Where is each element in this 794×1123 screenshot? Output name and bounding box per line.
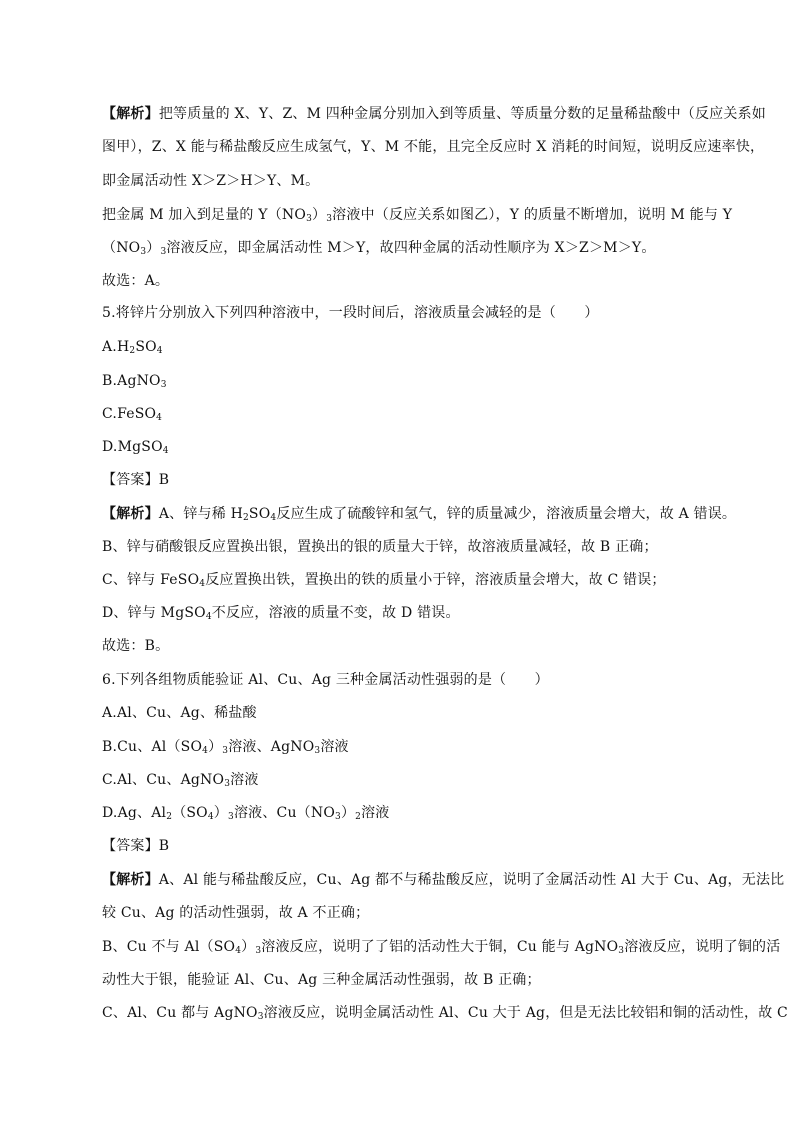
q5-analysis-d: D、锌与 MgSO$_4$不反应，溶液的质量不变，故 D 错误。 [102,605,460,622]
q6-option-d: D.Ag、$Al_2(SO_4)_3$溶液、$Cu(NO_3)_2$溶液 [102,805,390,822]
q5-option-c: C.FeSO$_4$ [102,406,163,423]
q5-analysis-a: 【解析】A、锌与稀 $H_2SO_4$反应生成了硫酸锌和氢气，锌的质量减少，溶液质量会增大，故 A 错误。 [102,506,737,523]
q5-choose: 故选：B。 [102,638,170,654]
q5-analysis-c: C、锌与 FeSO$_4$反应置换出铁，置换出的铁的质量小于锌，溶液质量会增大，故 C 错误； [102,572,666,589]
q5-option-d: D.MgSO$_4$ [102,439,169,456]
q5-answer: 【答案】B [102,472,170,488]
q5-analysis-b: B、锌与硝酸银反应置换出银，置换出的银的质量大于锌，故溶液质量减轻，故 B 正确； [102,539,658,555]
q6-option-a: A.Al、Cu、Ag、稀盐酸 [102,705,257,721]
q4-analysis-line-1: 【解析】把等质量的 X、Y、Z、M 四种金属分别加入到等质量、等质量分数的足量稀盐酸中（反应关系如 [102,106,766,122]
q5-stem: 5.将锌片分别放入下列四种溶液中，一段时间后，溶液质量会减轻的是（ ） [102,305,599,321]
q6-answer: 【答案】B [102,838,170,854]
q4-analysis-line-2: 图甲），Z、X 能与稀盐酸反应生成氢气，Y、M 不能，且完全反应时 X 消耗的时间短，说明反应速率快， [102,139,765,155]
q5-option-b: B.AgNO$_3$ [102,373,167,390]
q6-analysis-b-line-1: B、Cu 不与 $Al(SO_4)_3$溶液反应，说明了了铝的活动性大于铜，Cu 能与 AgNO$_3$溶液反应，说明了铜的活 [102,939,781,956]
q6-option-b: B.Cu、$Al(SO_4)_3$溶液、AgNO$_3$溶液 [102,739,349,756]
q4-analysis-line-4: 把金属 M 加入到足量的 $Y(NO_3)_3$溶液中（反应关系如图乙），Y 的质量不断增加，说明 M 能与 Y [102,207,733,224]
q6-analysis-b-line-2: 动性大于银，能验证 Al、Cu、Ag 三种金属活动性强弱，故 B 正确； [102,972,541,988]
q6-option-c: C.Al、Cu、AgNO$_3$溶液 [102,772,259,789]
q4-analysis-line-3: 即金属活动性 X＞Z＞H＞Y、M。 [102,173,320,189]
q6-stem: 6.下列各组物质能验证 Al、Cu、Ag 三种金属活动性强弱的是（ ） [102,672,549,688]
q4-analysis-line-5: $(NO_3)_3$溶液反应，即金属活动性 M＞Y，故四种金属的活动性顺序为 X＞Z＞M＞Y。 [102,240,656,257]
q6-analysis-a-line-1: 【解析】A、Al 能与稀盐酸反应，Cu、Ag 都不与稀盐酸反应，说明了金属活动性 Al 大于 Cu、Ag，无法比 [102,872,785,888]
q4-choose: 故选：A。 [102,273,170,289]
q5-option-a: $A.H_2SO_4$ [102,339,163,356]
q6-analysis-c-line-1: C、Al、Cu 都与 AgNO$_3$溶液反应，说明金属活动性 Al、Cu 大于 Ag，但是无法比较铝和铜的活动性，故 C [102,1005,788,1022]
q6-analysis-a-line-2: 较 Cu、Ag 的活动性强弱，故 A 不正确； [102,905,370,921]
